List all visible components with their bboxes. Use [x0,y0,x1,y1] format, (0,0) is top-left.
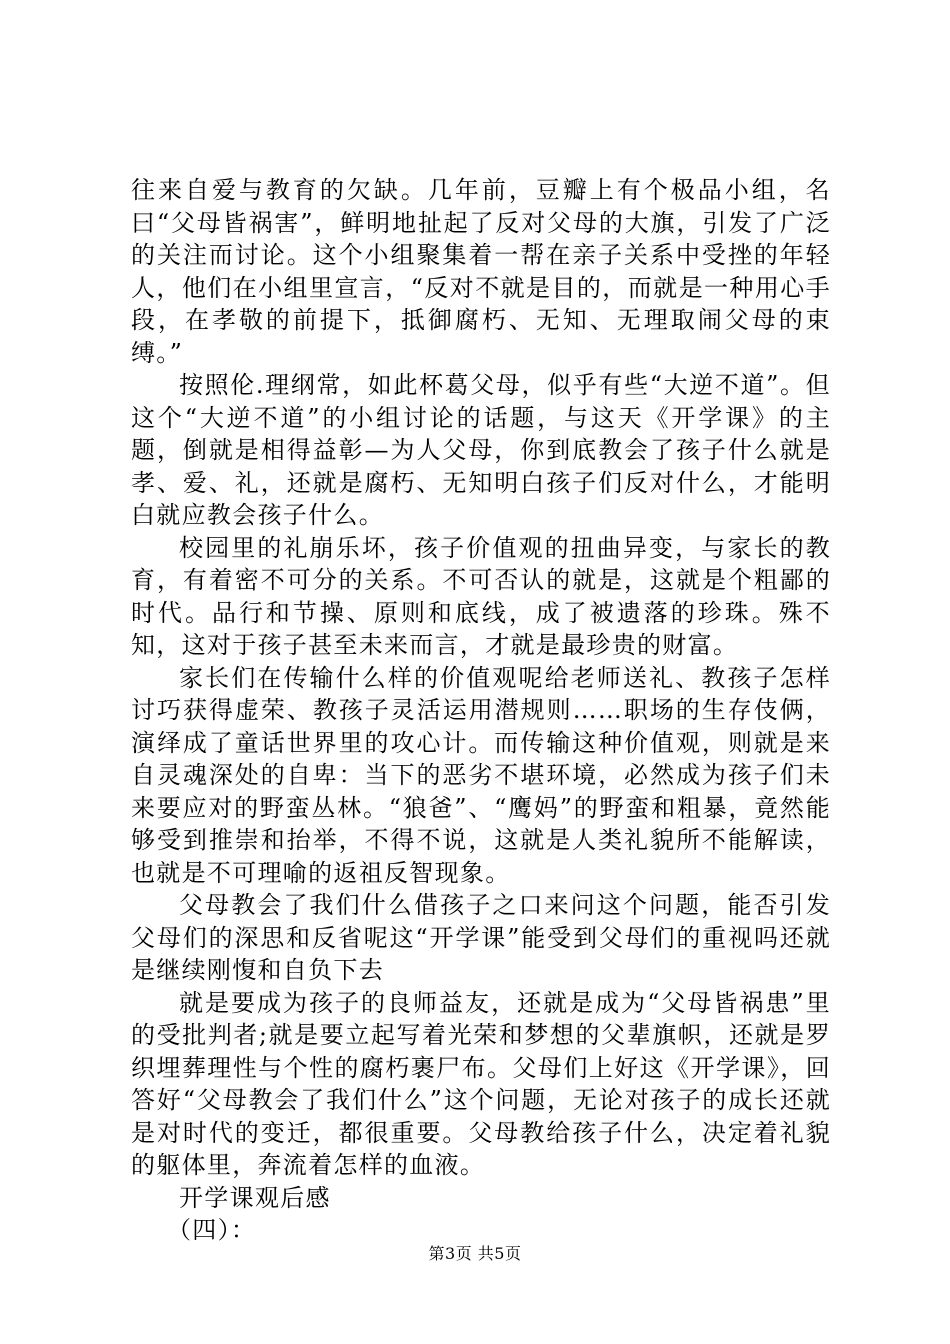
section-title: 开学课观后感 [179,1183,331,1212]
paragraph-values: 家长们在传输什么样的价值观呢给老师送礼、教孩子怎样讨巧获得虚荣、教孩子灵活运用潜规则……职场的生存伎俩，演绎成了童话世界里的攻心计。而传输这种价值观，则就是来自灵魂深处的自卑：当下的恶劣不堪环境，必然成为孩子们未来要应对的野蛮丛林。“狼爸”、“鹰妈”的野蛮和粗暴，竟然能够受到推崇和抬举，不得不说，这就是人类礼貌所不能解读，也就是不可理喻的返祖反智现象。 [131,663,831,887]
document-body [131,174,831,1247]
paragraph-ethics: 按照伦.理纲常，如此杯葛父母，似乎有些“大逆不道”。但这个“大逆不道”的小组讨论的话题，与这天《开学课》的主题，倒就是相得益彰—为人父母，你到底教会了孩子什么就是孝、爱、礼，还就是腐朽、无知明白孩子们反对什么，才能明白就应教会孩子什么。 [131,371,831,529]
section-marker: （四）： [167,1216,257,1244]
paragraph-campus: 校园里的礼崩乐坏，孩子价值观的扭曲异变，与家长的教育，有着密不可分的关系。不可否认的就是，这就是个粗鄙的时代。品行和节操、原则和底线，成了被遗落的珍珠。殊不知，这对于孩子甚至未来而言，才就是最珍贵的财富。 [131,533,831,659]
page-number-footer: 第3页 共5页 [428,1244,522,1263]
paragraph-question: 父母教会了我们什么借孩子之口来问这个问题，能否引发父母们的深思和反省呢这“开学课”能受到父母们的重视吗还就是继续刚愎和自负下去 [131,891,831,984]
paragraph-continuation: 往来自爱与教育的欠缺。几年前，豆瓣上有个极品小组，名曰“父母皆祸害”，鲜明地扯起了反对父母的大旗，引发了广泛的关注而讨论。这个小组聚集着一帮在亲子关系中受挫的年轻人，他们在小组里宣言，“反对不就是目的，而就是一种用心手段，在孝敬的前提下，抵御腐朽、无知、无理取闹父母的束缚。” [131,176,831,367]
paragraph-conclusion: 就是要成为孩子的良师益友，还就是成为“父母皆祸患”里的受批判者;就是要立起写着光荣和梦想的父辈旗帜，还就是罗织埋葬理性与个性的腐朽裹尸布。父母们上好这《开学课》，回答好“父母教会了我们什么”这个问题，无论对孩子的成长还就是对时代的变迁，都很重要。父母教给孩子什么，决定着礼貌的躯体里，奔流着怎样的血液。 [131,988,831,1179]
